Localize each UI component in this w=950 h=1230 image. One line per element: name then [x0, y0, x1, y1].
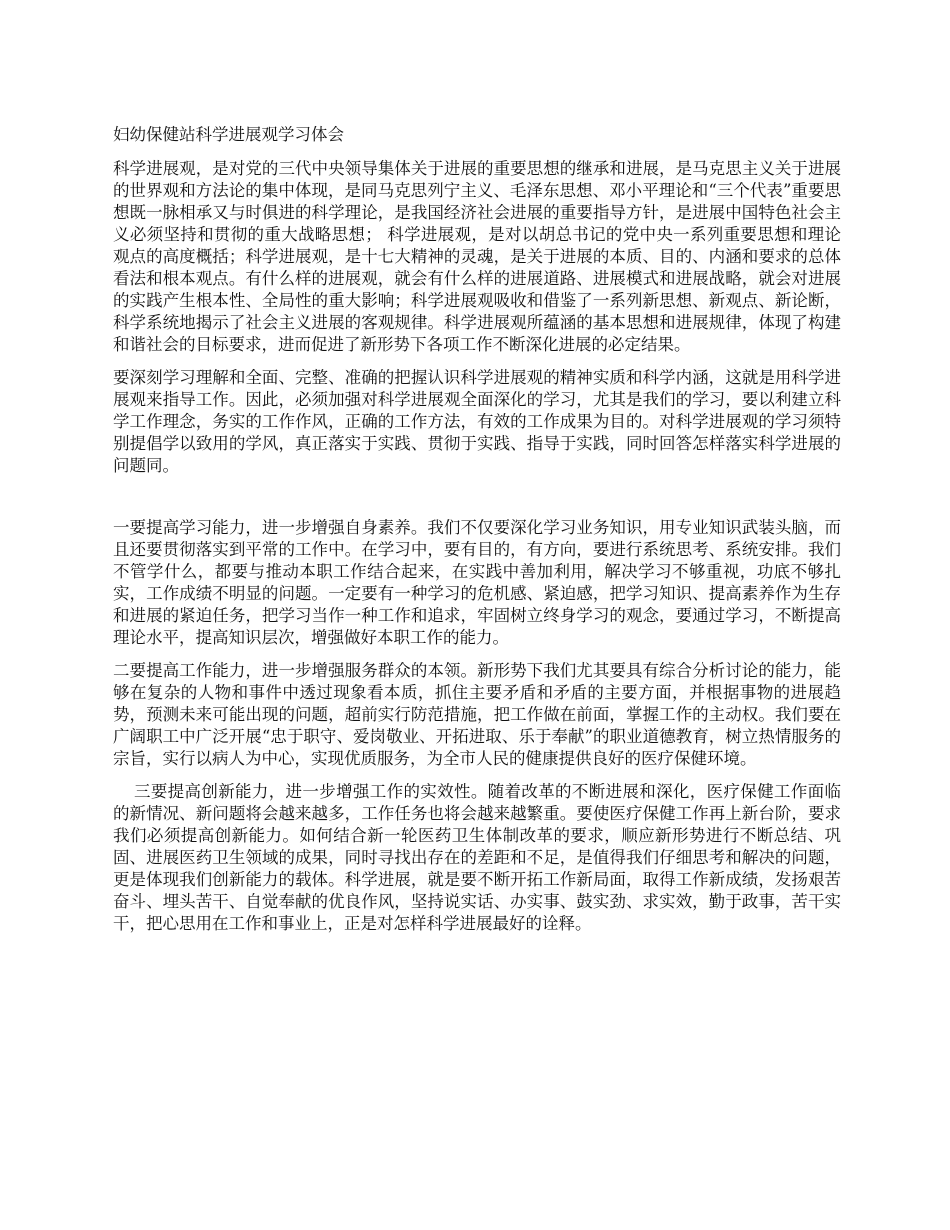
paragraph-point-one: 一要提高学习能力，进一步增强自身素养。我们不仅要深化学习业务知识，用专业知识武装头脑，而且还要贯彻落实到平常的工作中。在学习中，要有目的，有方向，要进行系统思考、系统安排。我们不管学什么，都要与推动本职工作结合起来，在实践中善加利用，解决学习不够重视，功底不够扎实，工作成绩不明显的问题。一定要有一种学习的危机感、紧迫感，把学习知识、提高素养作为生存和进展的紧迫任务，把学习当作一种工作和追求，牢固树立终身学习的观念，要通过学习，不断提高理论水平，提高知识层次，增强做好本职工作的能力。	[113, 518, 841, 647]
paragraph-point-three: 三要提高创新能力，进一步增强工作的实效性。随着改革的不断进展和深化，医疗保健工作面临的新情况、新问题将会越来越多，工作任务也将会越来越繁重。要使医疗保健工作再上新台阶，要求我们必须提高创新能力。如何结合新一轮医药卫生体制改革的要求，顺应新形势进行不断总结、巩固、进展医药卫生领域的成果，同时寻找出存在的差距和不足，是值得我们仔细思考和解决的问题，更是体现我们创新能力的载体。科学进展，就是要不断开拓工作新局面，取得工作新成绩，发扬艰苦奋斗、埋头苦干、自觉奉献的优良作风，坚持说实话、办实事、鼓实劲、求实效，勤于政事，苦干实干，把心思用在工作和事业上，正是对怎样科学进展最好的诠释。	[113, 782, 841, 933]
document-page	[113, 124, 841, 946]
paragraph-study: 要深刻学习理解和全面、完整、准确的把握认识科学进展观的精神实质和科学内涵，这就是用科学进展观来指导工作。因此，必须加强对科学进展观全面深化的学习，尤其是我们的学习，要以利建立科学工作理念，务实的工作作风，正确的工作方法，有效的工作成果为目的。对科学进展观的学习须特别提倡学以致用的学风，真正落实于实践、贯彻于实践、指导于实践，同时回答怎样落实科学进展的问题同。	[113, 368, 841, 475]
document-title: 妇幼保健站科学进展观学习体会	[113, 125, 344, 144]
blank-spacer	[113, 488, 841, 517]
paragraph-point-two: 二要提高工作能力，进一步增强服务群众的本领。新形势下我们尤其要具有综合分析讨论的能力，能够在复杂的人物和事件中透过现象看本质，抓住主要矛盾和矛盾的主要方面，并根据事物的进展趋势，预测未来可能出现的问题，超前实行防范措施，把工作做在前面，掌握工作的主动权。我们要在广阔职工中广泛开展“忠于职守、爱岗敬业、开拓进取、乐于奉献”的职业道德教育，树立热情服务的宗旨，实行以病人为中心，实现优质服务，为全市人民的健康提供良好的医疗保健环境。	[113, 661, 841, 768]
paragraph-intro: 科学进展观，是对党的三代中央领导集体关于进展的重要思想的继承和进展，是马克思主义关于进展的世界观和方法论的集中体现，是同马克思列宁主义、毛泽东思想、邓小平理论和“三个代表”重要思想既一脉相承又与时俱进的科学理论，是我国经济社会进展的重要指导方针，是进展中国特色社会主义必须坚持和贯彻的重大战略思想； 科学进展观，是对以胡总书记的党中央一系列重要思想和理论观点的高度概括；科学进展观，是十七大精神的灵魂，是关于进展的本质、目的、内涵和要求的总体看法和根本观点。有什么样的进展观，就会有什么样的进展道路、进展模式和进展战略，就会对进展的实践产生根本性、全局性的重大影响；科学进展观吸收和借鉴了一系列新思想、新观点、新论断，科学系统地揭示了社会主义进展的客观规律。科学进展观所蕴涵的基本思想和进展规律，体现了构建和谐社会的目标要求，进而促进了新形势下各项工作不断深化进展的必定结果。	[113, 159, 841, 354]
